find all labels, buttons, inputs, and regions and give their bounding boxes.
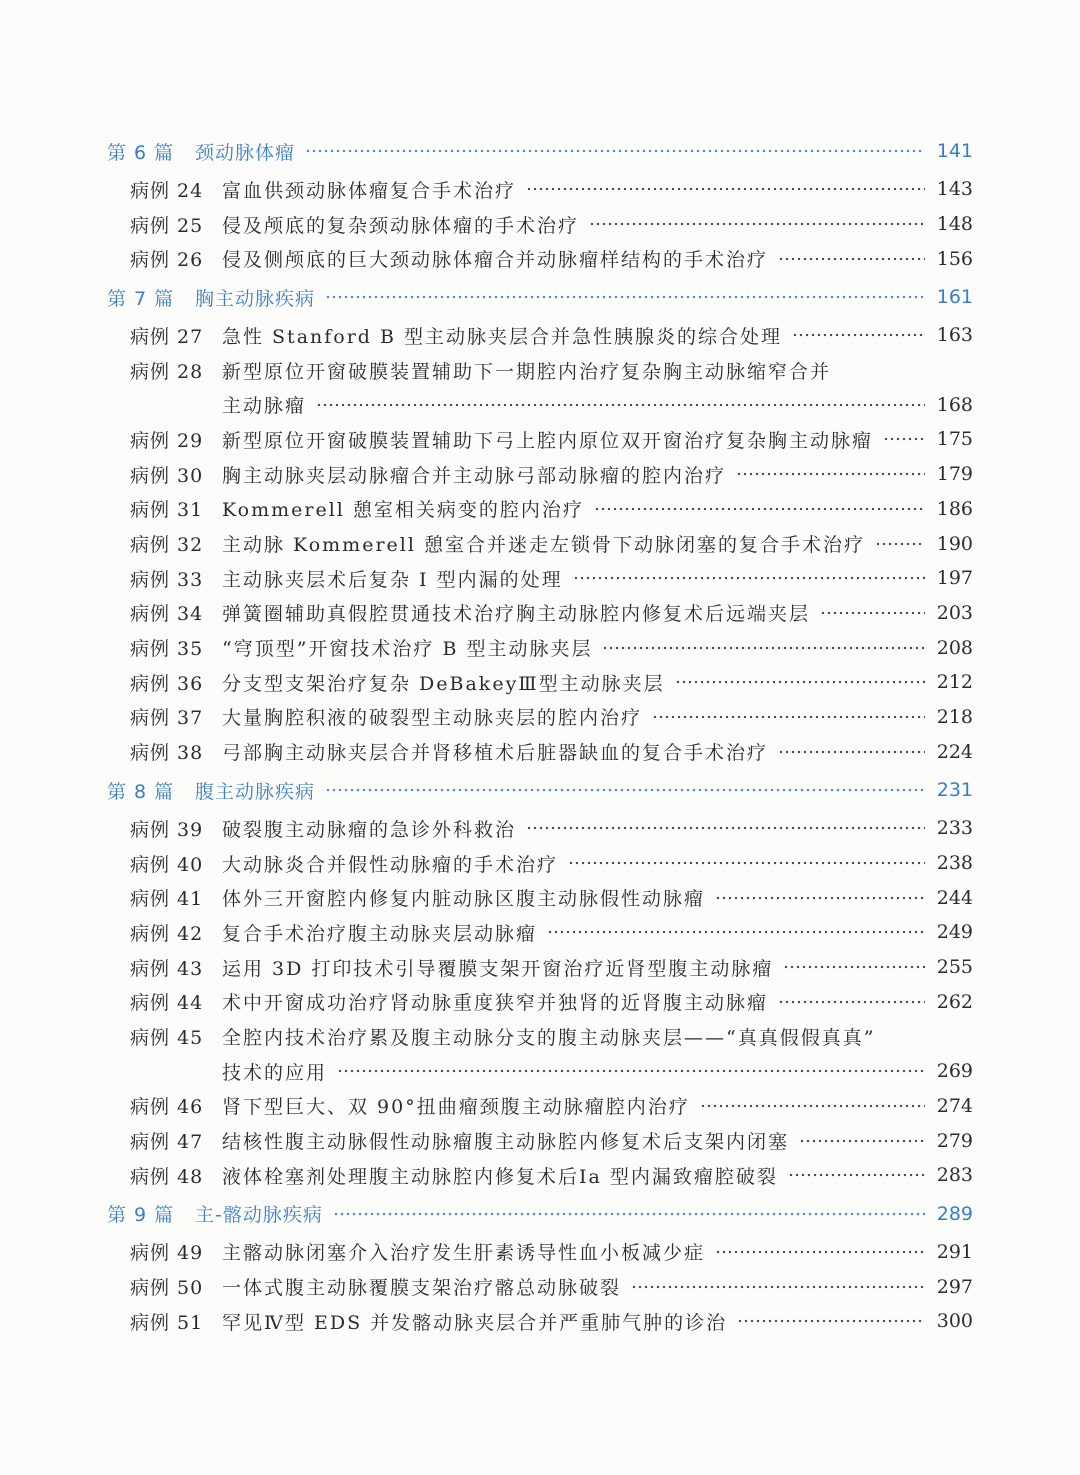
section-label: 第 7 篇 [107, 287, 175, 310]
toc-case-row [107, 318, 973, 353]
dot-leader [875, 540, 925, 548]
case-page-number: 249 [936, 921, 973, 944]
case-label: 病例 26 [130, 249, 204, 272]
toc-case-row [107, 1235, 973, 1270]
case-label: 病例 25 [130, 214, 204, 237]
case-label: 病例 40 [130, 853, 204, 876]
section-page-number: 289 [936, 1202, 973, 1225]
case-page-number: 212 [936, 671, 973, 694]
case-title-continuation: 技术的应用 [222, 1061, 328, 1084]
case-label: 病例 32 [130, 534, 204, 557]
case-page-number: 218 [936, 705, 973, 728]
toc-section-row [107, 276, 973, 318]
case-page-number: 283 [936, 1164, 973, 1187]
section-page-number: 161 [936, 286, 973, 309]
case-label: 病例 44 [130, 992, 204, 1015]
case-page-number: 300 [936, 1310, 973, 1333]
dot-leader [325, 293, 925, 301]
toc-case-row [107, 422, 973, 457]
toc-case-row [107, 665, 973, 700]
toc-case-row [107, 207, 973, 242]
case-label: 病例 46 [130, 1096, 204, 1119]
case-page-number: 148 [936, 213, 973, 236]
dot-leader [788, 1171, 925, 1179]
case-title: 结核性腹主动脉假性动脉瘤腹主动脉腔内修复术后支架内闭塞 [222, 1131, 790, 1154]
dot-leader [778, 748, 925, 756]
case-label: 病例 27 [130, 325, 204, 348]
dot-leader [631, 1283, 925, 1291]
case-title: 破裂腹主动脉瘤的急诊外科救治 [222, 818, 517, 841]
dot-leader [316, 401, 925, 409]
section-title: 胸主动脉疾病 [195, 287, 316, 310]
toc-case-row [107, 172, 973, 207]
case-page-number: 274 [936, 1094, 973, 1117]
case-title: Kommerell 憩室相关病变的腔内治疗 [222, 499, 584, 522]
case-title: 分支型支架治疗复杂 DeBakeyⅢ型主动脉夹层 [222, 672, 665, 695]
case-label: 病例 49 [130, 1242, 204, 1265]
case-page-number: 143 [936, 178, 973, 201]
dot-leader [602, 644, 925, 652]
case-page-number: 203 [936, 601, 973, 624]
case-label: 病例 33 [130, 568, 204, 591]
dot-leader [883, 435, 925, 443]
toc-case-row [107, 880, 973, 915]
dot-leader [589, 220, 925, 228]
case-page-number: 224 [936, 740, 973, 763]
case-page-number: 197 [936, 567, 973, 590]
case-title: 肾下型巨大、双 90°扭曲瘤颈腹主动脉瘤腔内治疗 [222, 1096, 690, 1119]
case-label: 病例 29 [130, 429, 204, 452]
case-title: 胸主动脉夹层动脉瘤合并主动脉弓部动脉瘤的腔内治疗 [222, 464, 727, 487]
section-label: 第 9 篇 [107, 1204, 175, 1227]
case-page-number: 179 [936, 463, 973, 486]
dot-leader [737, 1317, 925, 1325]
case-title: 罕见Ⅳ型 EDS 并发髂动脉夹层合并严重肺气肿的诊治 [222, 1311, 728, 1334]
dot-leader [526, 185, 925, 193]
dot-leader [547, 928, 925, 936]
case-title: 急性 Stanford B 型主动脉夹层合并急性胰腺炎的综合处理 [222, 325, 783, 348]
toc-case-row [107, 1089, 973, 1124]
dot-leader [568, 859, 925, 867]
case-title: 新型原位开窗破膜装置辅助下弓上腔内原位双开窗治疗复杂胸主动脉瘤 [222, 429, 874, 452]
section-title: 腹主动脉疾病 [195, 780, 316, 803]
dot-leader [792, 331, 925, 339]
case-title: 新型原位开窗破膜装置辅助下一期腔内治疗复杂胸主动脉缩窄合并 [222, 360, 832, 383]
case-label: 病例 31 [130, 499, 204, 522]
case-label: 病例 45 [130, 1026, 204, 1049]
case-label: 病例 47 [130, 1131, 204, 1154]
case-page-number: 262 [936, 990, 973, 1013]
dot-leader [305, 147, 925, 155]
toc-case-row [107, 734, 973, 769]
case-page-number: 208 [936, 636, 973, 659]
dot-leader [799, 1137, 925, 1145]
toc-case-row [107, 1269, 973, 1304]
case-label: 病例 35 [130, 638, 204, 661]
case-title: 复合手术治疗腹主动脉夹层动脉瘤 [222, 922, 538, 945]
section-title: 主-髂动脉疾病 [195, 1204, 323, 1227]
case-label: 病例 38 [130, 742, 204, 765]
toc-section-row [107, 769, 973, 811]
dot-leader [325, 786, 925, 794]
toc-case-row [107, 630, 973, 665]
case-title-continuation: 主动脉瘤 [222, 395, 307, 418]
case-label: 病例 42 [130, 922, 204, 945]
toc-case-row [107, 700, 973, 735]
toc-case-row [107, 526, 973, 561]
case-label: 病例 50 [130, 1277, 204, 1300]
case-page-number: 297 [936, 1275, 973, 1298]
case-title: 术中开窗成功治疗肾动脉重度狭窄并独肾的近肾腹主动脉瘤 [222, 992, 769, 1015]
dot-leader [715, 894, 925, 902]
toc-case-row [107, 1019, 973, 1054]
dot-leader [675, 678, 925, 686]
case-title: 弹簧圈辅助真假腔贯通技术治疗胸主动脉腔内修复术后远端夹层 [222, 603, 811, 626]
toc-case-row [107, 1158, 973, 1193]
dot-leader [594, 505, 925, 513]
case-page-number: 168 [936, 393, 973, 416]
case-title: 液体栓塞剂处理腹主动脉腔内修复术后Ⅰa 型内漏致瘤腔破裂 [222, 1165, 778, 1188]
case-title: 主动脉 Kommerell 憩室合并迷走左锁骨下动脉闭塞的复合手术治疗 [222, 534, 865, 557]
case-title: “穹顶型”开窗技术治疗 B 型主动脉夹层 [222, 638, 593, 661]
dot-leader [652, 713, 925, 721]
case-page-number: 291 [936, 1240, 973, 1263]
toc-section-row [107, 130, 973, 172]
dot-leader [783, 963, 925, 971]
case-title: 主髂动脉闭塞介入治疗发生肝素诱导性血小板减少症 [222, 1242, 706, 1265]
toc-case-row [107, 1123, 973, 1158]
case-title: 主动脉夹层术后复杂 Ⅰ 型内漏的处理 [222, 568, 563, 591]
case-page-number: 163 [936, 324, 973, 347]
case-page-number: 175 [936, 428, 973, 451]
toc-case-row [107, 950, 973, 985]
case-label: 病例 43 [130, 957, 204, 980]
case-page-number: 255 [936, 956, 973, 979]
dot-leader [526, 824, 925, 832]
section-page-number: 141 [936, 140, 973, 162]
dot-leader [715, 1248, 925, 1256]
case-label: 病例 28 [130, 360, 204, 383]
case-page-number: 244 [936, 886, 973, 909]
toc-case-row [107, 492, 973, 527]
case-title: 大动脉炎合并假性动脉瘤的手术治疗 [222, 853, 559, 876]
case-title: 弓部胸主动脉夹层合并肾移植术后脏器缺血的复合手术治疗 [222, 742, 769, 765]
case-title: 富血供颈动脉体瘤复合手术治疗 [222, 179, 517, 202]
case-label: 病例 34 [130, 603, 204, 626]
dot-leader [778, 255, 925, 263]
dot-leader [337, 1067, 925, 1075]
toc-case-row-continuation [107, 1054, 973, 1089]
case-label: 病例 48 [130, 1165, 204, 1188]
dot-leader [820, 609, 925, 617]
case-label: 病例 36 [130, 672, 204, 695]
toc-case-row [107, 596, 973, 631]
case-label: 病例 30 [130, 464, 204, 487]
table-of-contents [107, 130, 973, 1339]
case-page-number: 279 [936, 1129, 973, 1152]
case-page-number: 190 [936, 532, 973, 555]
toc-case-row [107, 561, 973, 596]
case-label: 病例 41 [130, 888, 204, 911]
case-label: 病例 39 [130, 818, 204, 841]
case-title: 运用 3D 打印技术引导覆膜支架开窗治疗近肾型腹主动脉瘤 [222, 957, 774, 980]
toc-case-row [107, 353, 973, 388]
case-title: 全腔内技术治疗累及腹主动脉分支的腹主动脉夹层——“真真假假真真” [222, 1026, 876, 1049]
section-page-number: 231 [936, 779, 973, 801]
dot-leader [333, 1210, 925, 1218]
toc-case-row [107, 984, 973, 1019]
section-label: 第 6 篇 [107, 141, 175, 164]
case-title: 侵及侧颅底的巨大颈动脉体瘤合并动脉瘤样结构的手术治疗 [222, 249, 769, 272]
case-title: 体外三开窗腔内修复内脏动脉区腹主动脉假性动脉瘤 [222, 888, 706, 911]
toc-case-row [107, 457, 973, 492]
case-title: 大量胸腔积液的破裂型主动脉夹层的腔内治疗 [222, 707, 643, 730]
toc-case-row [107, 1304, 973, 1339]
case-title: 侵及颅底的复杂颈动脉体瘤的手术治疗 [222, 214, 580, 237]
dot-leader [700, 1102, 925, 1110]
case-page-number: 269 [936, 1060, 973, 1083]
case-label: 病例 51 [130, 1311, 204, 1334]
toc-section-row [107, 1193, 973, 1235]
dot-leader [778, 998, 925, 1006]
toc-case-row-continuation [107, 387, 973, 422]
dot-leader [573, 574, 925, 582]
case-page-number: 156 [936, 247, 973, 270]
toc-case-row [107, 241, 973, 276]
case-title: 一体式腹主动脉覆膜支架治疗髂总动脉破裂 [222, 1277, 622, 1300]
case-label: 病例 24 [130, 179, 204, 202]
toc-case-row [107, 915, 973, 950]
section-title: 颈动脉体瘤 [195, 141, 296, 164]
dot-leader [736, 470, 925, 478]
section-label: 第 8 篇 [107, 780, 175, 803]
case-label: 病例 37 [130, 707, 204, 730]
case-page-number: 238 [936, 852, 973, 875]
toc-case-row [107, 846, 973, 881]
case-page-number: 186 [936, 497, 973, 520]
case-page-number: 233 [936, 817, 973, 840]
toc-case-row [107, 811, 973, 846]
